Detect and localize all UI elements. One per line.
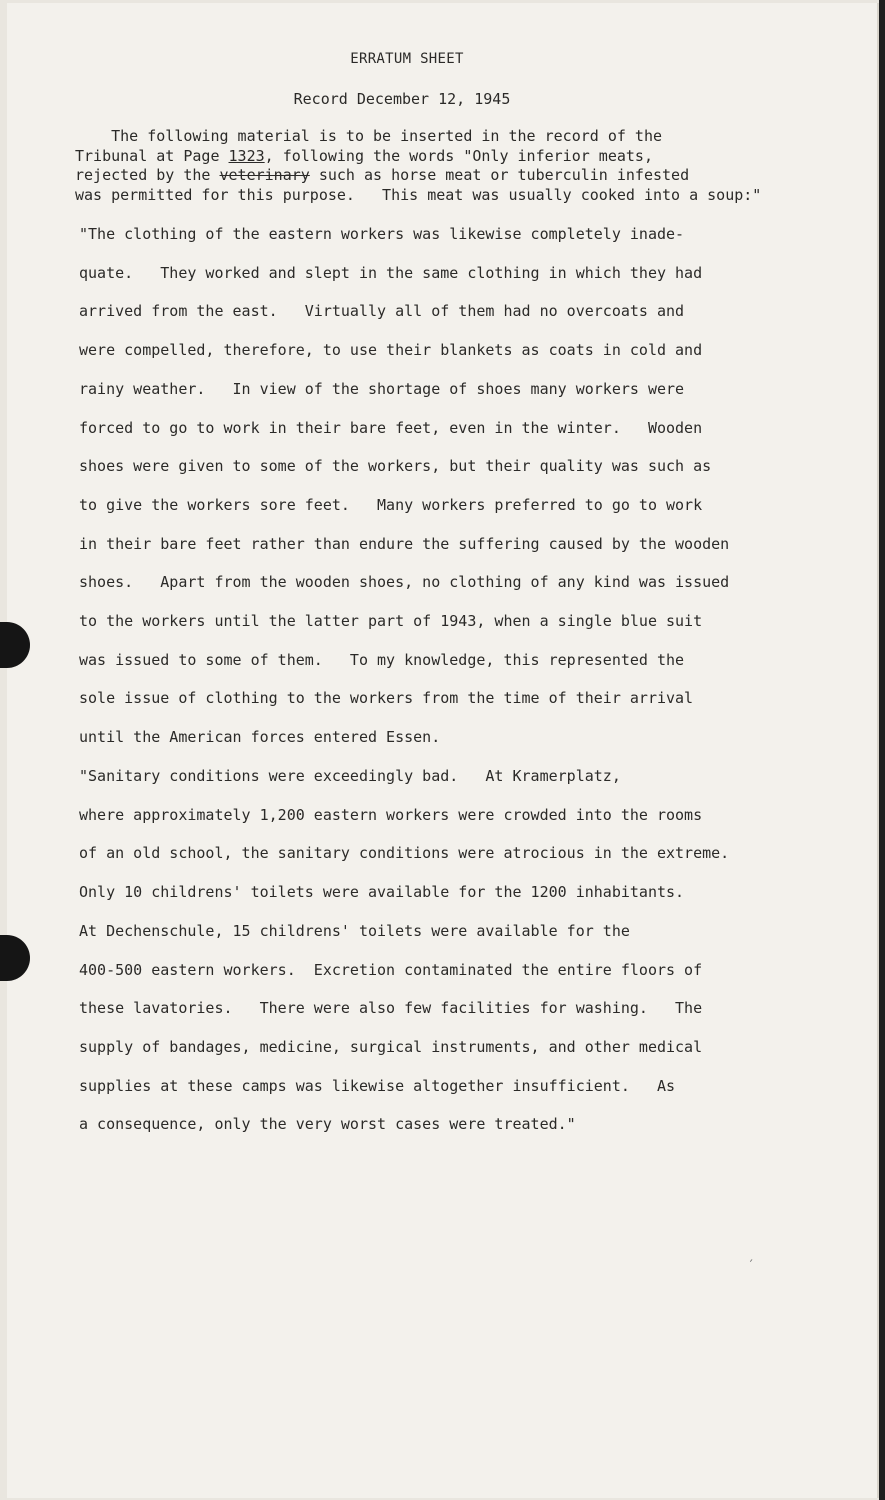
p1-line: to give the workers sore feet. Many workers preferred to go to work <box>79 495 703 514</box>
p1-line: were compelled, therefore, to use their blankets as coats in cold and <box>79 341 703 360</box>
p2-line: of an old school, the sanitary conditions were atrocious in the extreme. <box>79 844 730 863</box>
p1-line: sole issue of clothing to the workers from the time of their arrival <box>79 689 694 708</box>
record-date-line: Record December 12, 1945 <box>293 90 511 108</box>
p1-line: in their bare feet rather than endure the suffering caused by the wooden <box>79 534 730 553</box>
intro-line-4: was permitted for this purpose. This meat was usually cooked into a soup:" <box>75 185 762 204</box>
p1-line: to the workers until the latter part of 1943, when a single blue suit <box>79 612 703 631</box>
document-title: ERRATUM SHEET <box>350 51 464 67</box>
intro-line-2-start: Tribunal at Page <box>75 146 229 165</box>
p2-line: Only 10 childrens' toilets were available for the 1200 inhabitants. <box>79 883 685 902</box>
sanitary-paragraph <box>79 757 869 1144</box>
p2-line: supply of bandages, medicine, surgical instruments, and other medical <box>79 1037 703 1056</box>
p2-line: 400-500 eastern workers. Excretion contaminated the entire floors of <box>79 960 703 979</box>
intro-line-1: The following material is to be inserted in the record of the <box>75 127 662 145</box>
p1-line: quate. They worked and slept in the same clothing in which they had <box>79 263 703 282</box>
clothing-paragraph <box>79 215 869 757</box>
intro-line-3-start: rejected by the <box>75 166 220 185</box>
p2-line: where approximately 1,200 eastern workers were crowded into the rooms <box>79 805 703 824</box>
p2-line: a consequence, only the very worst cases were treated." <box>79 1115 576 1134</box>
p2-line: supplies at these camps was likewise altogether insufficient. As <box>79 1076 676 1095</box>
p1-line: until the American forces entered Essen. <box>79 728 441 747</box>
p2-line: At Dechenschule, 15 childrens' toilets were available for the <box>79 921 630 940</box>
page-edge-shadow <box>879 0 885 1500</box>
p2-line: "Sanitary conditions were exceedingly bad. At Kramerplatz, <box>79 767 621 785</box>
p2-line: these lavatories. There were also few facilities for washing. The <box>79 999 703 1018</box>
intro-paragraph <box>75 127 865 205</box>
p1-line: shoes were given to some of the workers, but their quality was such as <box>79 457 712 476</box>
intro-line-3-rest: such as horse meat or tuberculin infested <box>309 166 690 185</box>
stray-mark: ′ <box>747 1258 756 1274</box>
p1-line: was issued to some of them. To my knowledge, this represented the <box>79 650 685 669</box>
p1-line: shoes. Apart from the wooden shoes, no clothing of any kind was issued <box>79 573 730 592</box>
p1-line: forced to go to work in their bare feet, even in the winter. Wooden <box>79 418 703 437</box>
intro-line-2-rest: , following the words "Only inferior meats, <box>264 146 653 165</box>
p1-line: "The clothing of the eastern workers was likewise completely inade- <box>79 225 685 243</box>
p1-line: rainy weather. In view of the shortage of shoes many workers were <box>79 379 685 398</box>
document-page <box>7 3 879 1498</box>
struck-word: veterinary <box>219 166 310 185</box>
p1-line: arrived from the east. Virtually all of them had no overcoats and <box>79 302 685 321</box>
page-number-underlined: 1323 <box>228 146 265 165</box>
